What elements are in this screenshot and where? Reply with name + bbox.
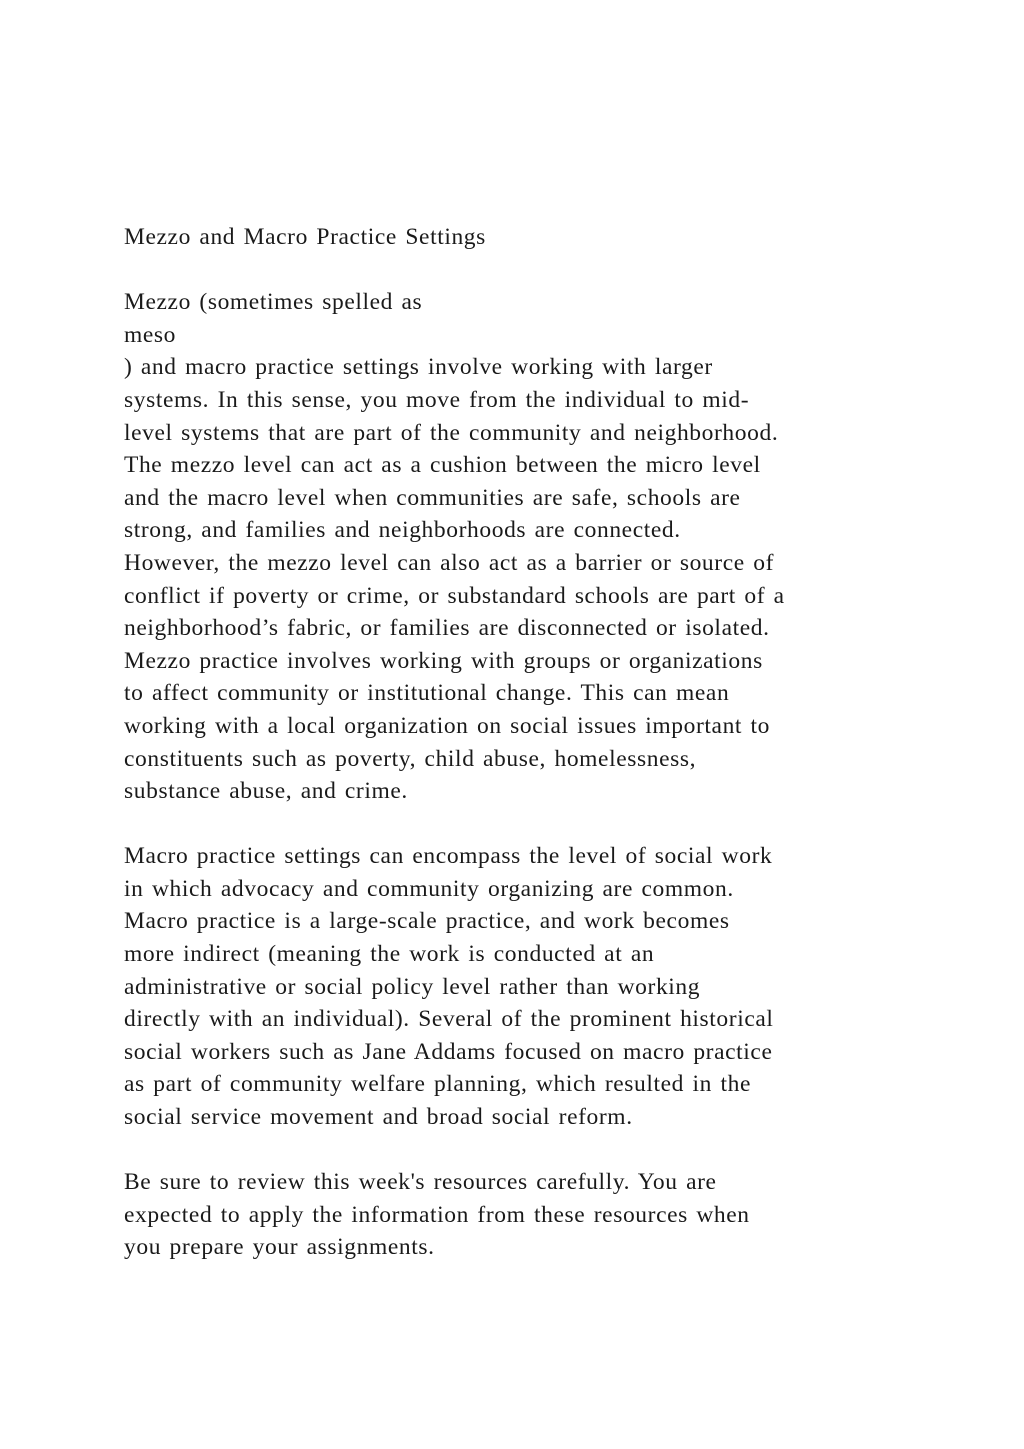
text-line: Macro practice is a large-scale practice, and work becomes (124, 908, 730, 935)
paragraph-instructions (124, 1166, 924, 1264)
text-line: Macro practice settings can encompass the level of social work (124, 843, 773, 870)
text-line: more indirect (meaning the work is conducted at an (124, 941, 655, 968)
text-line: neighborhood’s fabric, or families are disconnected or isolated. (124, 615, 770, 642)
text-line: However, the mezzo level can also act as a barrier or source of (124, 549, 775, 576)
paragraph-gap (124, 254, 924, 287)
text-line: social service movement and broad social reform. (124, 1104, 633, 1131)
text-line: directly with an individual). Several of the prominent historical (124, 1006, 774, 1033)
text-line: expected to apply the information from these resources when (124, 1201, 750, 1228)
text-line: in which advocacy and community organizing are common. (124, 875, 734, 902)
text-line: Mezzo practice involves working with groups or organizations (124, 647, 763, 674)
text-line: substance abuse, and crime. (124, 778, 408, 805)
text-line: conflict if poverty or crime, or substandard schools are part of a (124, 582, 785, 609)
text-line: Be sure to review this week's resources carefully. You are (124, 1169, 717, 1196)
text-line: level systems that are part of the community and neighborhood. (124, 419, 779, 446)
text-line: Mezzo (sometimes spelled as (124, 289, 423, 316)
text-line: systems. In this sense, you move from the individual to mid- (124, 386, 750, 413)
text-line: ) and macro practice settings involve working with larger (124, 354, 713, 381)
text-line: The mezzo level can act as a cushion between the micro level (124, 452, 761, 479)
paragraph-gap (124, 808, 924, 841)
text-line: and the macro level when communities are safe, schools are (124, 484, 741, 511)
document-body (124, 221, 924, 1264)
text-line: administrative or social policy level rather than working (124, 973, 701, 1000)
text-line: strong, and families and neighborhoods are connected. (124, 517, 681, 544)
text-line: to affect community or institutional change. This can mean (124, 680, 730, 707)
paragraph-macro (124, 840, 924, 1133)
text-line: working with a local organization on social issues important to (124, 712, 771, 739)
text-line: you prepare your assignments. (124, 1234, 435, 1261)
document-title: Mezzo and Macro Practice Settings (124, 224, 486, 250)
text-line: constituents such as poverty, child abuse, homelessness, (124, 745, 697, 772)
text-line: meso (124, 321, 177, 348)
text-line: social workers such as Jane Addams focused on macro practice (124, 1038, 773, 1065)
text-line: as part of community welfare planning, which resulted in the (124, 1071, 751, 1098)
paragraph-gap (124, 1134, 924, 1167)
paragraph-mezzo (124, 286, 924, 808)
